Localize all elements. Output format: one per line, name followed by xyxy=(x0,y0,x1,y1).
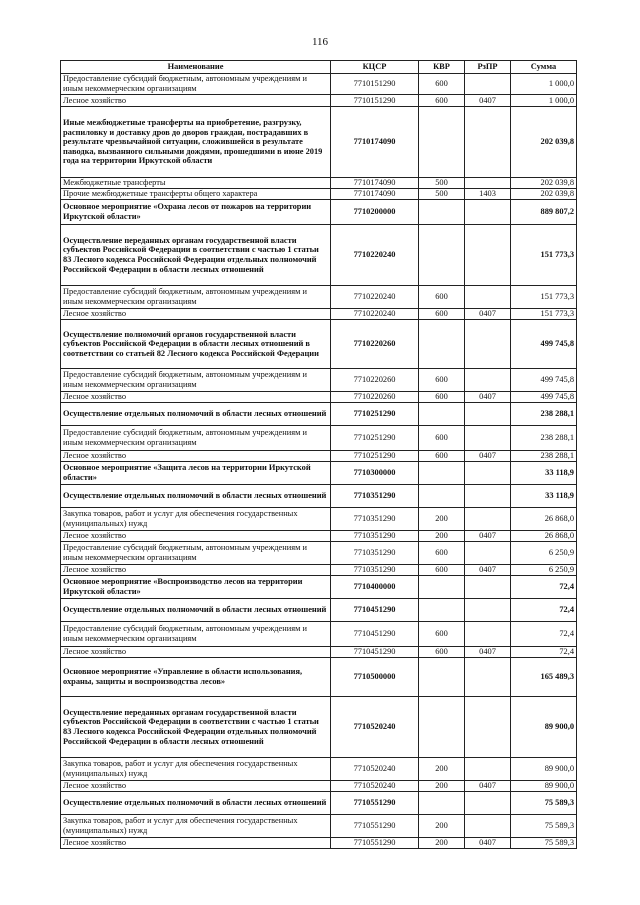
cell-kvr: 500 xyxy=(419,189,465,200)
cell-sum: 1 000,0 xyxy=(511,95,577,107)
table-row xyxy=(61,658,577,697)
table-row xyxy=(61,107,577,178)
cell-name: Межбюджетные трансферты xyxy=(61,178,331,189)
cell-sum: 238 288,1 xyxy=(511,426,577,451)
cell-rzpr xyxy=(465,697,511,758)
cell-sum: 89 900,0 xyxy=(511,758,577,781)
cell-rzpr xyxy=(465,320,511,369)
cell-sum: 151 773,3 xyxy=(511,225,577,286)
cell-rzpr xyxy=(465,107,511,178)
table-row xyxy=(61,74,577,95)
cell-kcsr: 7710551290 xyxy=(331,815,419,838)
cell-name: Осуществление полномочий органов государственной власти субъектов Российской Федерации в области лесных отношений в соответствии со статьей 82 Лесного кодекса Российской Федерации xyxy=(61,320,331,369)
cell-name: Основное мероприятие «Охрана лесов от пожаров на территории Иркутской области» xyxy=(61,200,331,225)
table-row xyxy=(61,565,577,576)
cell-kcsr: 7710520240 xyxy=(331,758,419,781)
cell-rzpr: 0407 xyxy=(465,392,511,403)
cell-kcsr: 7710451290 xyxy=(331,599,419,622)
cell-kvr: 600 xyxy=(419,426,465,451)
cell-rzpr xyxy=(465,74,511,95)
cell-sum: 26 868,0 xyxy=(511,531,577,542)
cell-kvr: 600 xyxy=(419,622,465,647)
cell-name: Лесное хозяйство xyxy=(61,647,331,658)
cell-name: Предоставление субсидий бюджетным, автономным учреждениям и иным некоммерческим организациям xyxy=(61,74,331,95)
table-row xyxy=(61,320,577,369)
cell-kvr: 600 xyxy=(419,95,465,107)
cell-name: Осуществление отдельных полномочий в области лесных отношений xyxy=(61,403,331,426)
cell-rzpr xyxy=(465,599,511,622)
cell-kvr: 600 xyxy=(419,451,465,462)
cell-sum: 75 589,3 xyxy=(511,792,577,815)
cell-name: Лесное хозяйство xyxy=(61,565,331,576)
cell-kvr: 200 xyxy=(419,508,465,531)
cell-sum: 6 250,9 xyxy=(511,565,577,576)
cell-rzpr xyxy=(465,815,511,838)
cell-kcsr: 7710174090 xyxy=(331,178,419,189)
cell-kcsr: 7710451290 xyxy=(331,622,419,647)
cell-rzpr: 0407 xyxy=(465,781,511,792)
cell-kvr xyxy=(419,320,465,369)
cell-sum: 33 118,9 xyxy=(511,462,577,485)
cell-kvr: 200 xyxy=(419,815,465,838)
cell-kvr xyxy=(419,462,465,485)
cell-rzpr: 0407 xyxy=(465,565,511,576)
cell-kcsr: 7710151290 xyxy=(331,74,419,95)
cell-sum: 89 900,0 xyxy=(511,697,577,758)
cell-sum: 165 489,3 xyxy=(511,658,577,697)
cell-kvr: 600 xyxy=(419,309,465,320)
table-row xyxy=(61,576,577,599)
cell-name: Закупка товаров, работ и услуг для обеспечения государственных (муниципальных) нужд xyxy=(61,815,331,838)
table-row xyxy=(61,225,577,286)
cell-kcsr: 7710351290 xyxy=(331,542,419,565)
cell-kcsr: 7710174090 xyxy=(331,189,419,200)
table-header-row xyxy=(61,61,577,74)
cell-sum: 202 039,8 xyxy=(511,107,577,178)
cell-kvr xyxy=(419,107,465,178)
cell-rzpr: 0407 xyxy=(465,531,511,542)
cell-rzpr xyxy=(465,286,511,309)
cell-kvr: 600 xyxy=(419,565,465,576)
cell-name: Предоставление субсидий бюджетным, автономным учреждениям и иным некоммерческим организациям xyxy=(61,426,331,451)
cell-name: Закупка товаров, работ и услуг для обеспечения государственных (муниципальных) нужд xyxy=(61,758,331,781)
cell-rzpr xyxy=(465,542,511,565)
table-row xyxy=(61,758,577,781)
cell-kcsr: 7710551290 xyxy=(331,838,419,849)
cell-name: Предоставление субсидий бюджетным, автономным учреждениям и иным некоммерческим организациям xyxy=(61,369,331,392)
cell-sum: 26 868,0 xyxy=(511,508,577,531)
cell-name: Осуществление отдельных полномочий в области лесных отношений xyxy=(61,599,331,622)
cell-sum: 151 773,3 xyxy=(511,309,577,320)
cell-kvr: 200 xyxy=(419,781,465,792)
table-row xyxy=(61,369,577,392)
cell-sum: 72,4 xyxy=(511,622,577,647)
cell-rzpr: 0407 xyxy=(465,647,511,658)
cell-rzpr: 0407 xyxy=(465,95,511,107)
cell-kcsr: 7710351290 xyxy=(331,508,419,531)
cell-kvr: 600 xyxy=(419,647,465,658)
cell-rzpr xyxy=(465,485,511,508)
table-row xyxy=(61,697,577,758)
cell-kcsr: 7710220260 xyxy=(331,320,419,369)
cell-rzpr: 0407 xyxy=(465,838,511,849)
cell-rzpr xyxy=(465,508,511,531)
table-row xyxy=(61,286,577,309)
cell-rzpr xyxy=(465,426,511,451)
cell-kcsr: 7710400000 xyxy=(331,576,419,599)
cell-kvr: 600 xyxy=(419,542,465,565)
cell-kvr xyxy=(419,403,465,426)
cell-sum: 238 288,1 xyxy=(511,451,577,462)
cell-sum: 1 000,0 xyxy=(511,74,577,95)
cell-kcsr: 7710220240 xyxy=(331,225,419,286)
cell-kvr: 600 xyxy=(419,286,465,309)
cell-name: Осуществление переданных органам государственной власти субъектов Российской Федерации в соответствии с частью 1 статьи 83 Лесного кодекса Российской Федерации отдельных полномочий Российской Федерации в области лесных отношений xyxy=(61,225,331,286)
cell-name: Прочие межбюджетные трансферты общего характера xyxy=(61,189,331,200)
cell-kcsr: 7710251290 xyxy=(331,403,419,426)
cell-sum: 499 745,8 xyxy=(511,369,577,392)
cell-kvr xyxy=(419,599,465,622)
cell-sum: 202 039,8 xyxy=(511,178,577,189)
cell-name: Лесное хозяйство xyxy=(61,309,331,320)
table-row xyxy=(61,403,577,426)
cell-rzpr xyxy=(465,369,511,392)
cell-kcsr: 7710200000 xyxy=(331,200,419,225)
cell-sum: 89 900,0 xyxy=(511,781,577,792)
cell-name: Закупка товаров, работ и услуг для обеспечения государственных (муниципальных) нужд xyxy=(61,508,331,531)
cell-kvr xyxy=(419,485,465,508)
cell-rzpr xyxy=(465,792,511,815)
table-row xyxy=(61,451,577,462)
table-row xyxy=(61,189,577,200)
cell-sum: 33 118,9 xyxy=(511,485,577,508)
cell-name: Предоставление субсидий бюджетным, автономным учреждениям и иным некоммерческим организациям xyxy=(61,542,331,565)
cell-name: Лесное хозяйство xyxy=(61,838,331,849)
header-sum: Сумма xyxy=(511,61,577,74)
cell-name: Основное мероприятие «Воспроизводство лесов на территории Иркутской области» xyxy=(61,576,331,599)
table-row xyxy=(61,781,577,792)
cell-sum: 72,4 xyxy=(511,647,577,658)
cell-rzpr xyxy=(465,622,511,647)
table-row xyxy=(61,838,577,849)
cell-name: Лесное хозяйство xyxy=(61,531,331,542)
cell-name: Лесное хозяйство xyxy=(61,95,331,107)
cell-sum: 6 250,9 xyxy=(511,542,577,565)
table-row xyxy=(61,485,577,508)
cell-sum: 889 807,2 xyxy=(511,200,577,225)
table-body xyxy=(61,74,577,849)
cell-sum: 499 745,8 xyxy=(511,392,577,403)
cell-name: Осуществление отдельных полномочий в области лесных отношений xyxy=(61,792,331,815)
cell-kvr xyxy=(419,792,465,815)
cell-kcsr: 7710300000 xyxy=(331,462,419,485)
cell-kcsr: 7710551290 xyxy=(331,792,419,815)
cell-kcsr: 7710520240 xyxy=(331,781,419,792)
cell-name: Предоставление субсидий бюджетным, автономным учреждениям и иным некоммерческим организациям xyxy=(61,622,331,647)
cell-kvr: 200 xyxy=(419,531,465,542)
cell-sum: 72,4 xyxy=(511,576,577,599)
cell-rzpr xyxy=(465,225,511,286)
table-row xyxy=(61,462,577,485)
cell-kcsr: 7710220240 xyxy=(331,309,419,320)
cell-name: Лесное хозяйство xyxy=(61,451,331,462)
cell-name: Основное мероприятие «Управление в области использования, охраны, защиты и воспроизводства лесов» xyxy=(61,658,331,697)
cell-kvr: 600 xyxy=(419,369,465,392)
cell-kcsr: 7710351290 xyxy=(331,485,419,508)
cell-sum: 75 589,3 xyxy=(511,815,577,838)
page-number: 116 xyxy=(311,36,329,48)
cell-kcsr: 7710151290 xyxy=(331,95,419,107)
cell-name: Лесное хозяйство xyxy=(61,392,331,403)
cell-name: Основное мероприятие «Защита лесов на территории Иркутской области» xyxy=(61,462,331,485)
cell-name: Предоставление субсидий бюджетным, автономным учреждениям и иным некоммерческим организациям xyxy=(61,286,331,309)
cell-rzpr xyxy=(465,200,511,225)
cell-kcsr: 7710500000 xyxy=(331,658,419,697)
table-row xyxy=(61,815,577,838)
cell-kcsr: 7710220240 xyxy=(331,286,419,309)
table-row xyxy=(61,542,577,565)
cell-rzpr: 0407 xyxy=(465,451,511,462)
cell-kvr: 600 xyxy=(419,74,465,95)
cell-rzpr xyxy=(465,576,511,599)
header-kvr: КВР xyxy=(419,61,465,74)
cell-sum: 75 589,3 xyxy=(511,838,577,849)
cell-name: Осуществление отдельных полномочий в области лесных отношений xyxy=(61,485,331,508)
table-row xyxy=(61,309,577,320)
cell-rzpr xyxy=(465,462,511,485)
cell-kcsr: 7710174090 xyxy=(331,107,419,178)
cell-rzpr xyxy=(465,403,511,426)
budget-table xyxy=(60,60,577,849)
cell-name: Осуществление переданных органам государственной власти субъектов Российской Федерации в соответствии с частью 1 статьи 83 Лесного кодекса Российской Федерации отдельных полномочий Российской Федерации в области лесных отношений xyxy=(61,697,331,758)
table-row xyxy=(61,392,577,403)
header-name: Наименование xyxy=(61,61,331,74)
cell-kcsr: 7710220260 xyxy=(331,392,419,403)
cell-sum: 72,4 xyxy=(511,599,577,622)
cell-name: Иные межбюджетные трансферты на приобретение, разгрузку, распиловку и доставку дров до дворов граждан, пострадавших в результате чрезвычайной ситуации, сложившейся в результате паводка, вызванного сильными дождями, прошедшими в июне 2019 года на территории Иркутской области xyxy=(61,107,331,178)
cell-sum: 238 288,1 xyxy=(511,403,577,426)
cell-kcsr: 7710351290 xyxy=(331,565,419,576)
cell-kvr xyxy=(419,225,465,286)
cell-kvr xyxy=(419,697,465,758)
cell-rzpr xyxy=(465,658,511,697)
cell-kvr xyxy=(419,576,465,599)
header-rzpr: РзПР xyxy=(465,61,511,74)
cell-rzpr: 0407 xyxy=(465,309,511,320)
cell-name: Лесное хозяйство xyxy=(61,781,331,792)
cell-sum: 499 745,8 xyxy=(511,320,577,369)
cell-kvr xyxy=(419,658,465,697)
cell-kcsr: 7710351290 xyxy=(331,531,419,542)
table-row xyxy=(61,426,577,451)
table-row xyxy=(61,531,577,542)
table-row xyxy=(61,599,577,622)
cell-kcsr: 7710451290 xyxy=(331,647,419,658)
cell-kvr: 600 xyxy=(419,392,465,403)
cell-sum: 151 773,3 xyxy=(511,286,577,309)
cell-rzpr: 1403 xyxy=(465,189,511,200)
cell-rzpr xyxy=(465,178,511,189)
table-row xyxy=(61,508,577,531)
cell-kvr: 200 xyxy=(419,838,465,849)
table-row xyxy=(61,95,577,107)
cell-kvr: 200 xyxy=(419,758,465,781)
cell-kcsr: 7710251290 xyxy=(331,451,419,462)
table-row xyxy=(61,178,577,189)
cell-kvr xyxy=(419,200,465,225)
cell-kcsr: 7710251290 xyxy=(331,426,419,451)
table-row xyxy=(61,200,577,225)
header-kcsr: КЦСР xyxy=(331,61,419,74)
table-row xyxy=(61,647,577,658)
cell-rzpr xyxy=(465,758,511,781)
table-row xyxy=(61,622,577,647)
cell-kcsr: 7710220260 xyxy=(331,369,419,392)
cell-kvr: 500 xyxy=(419,178,465,189)
cell-sum: 202 039,8 xyxy=(511,189,577,200)
cell-kcsr: 7710520240 xyxy=(331,697,419,758)
table-row xyxy=(61,792,577,815)
